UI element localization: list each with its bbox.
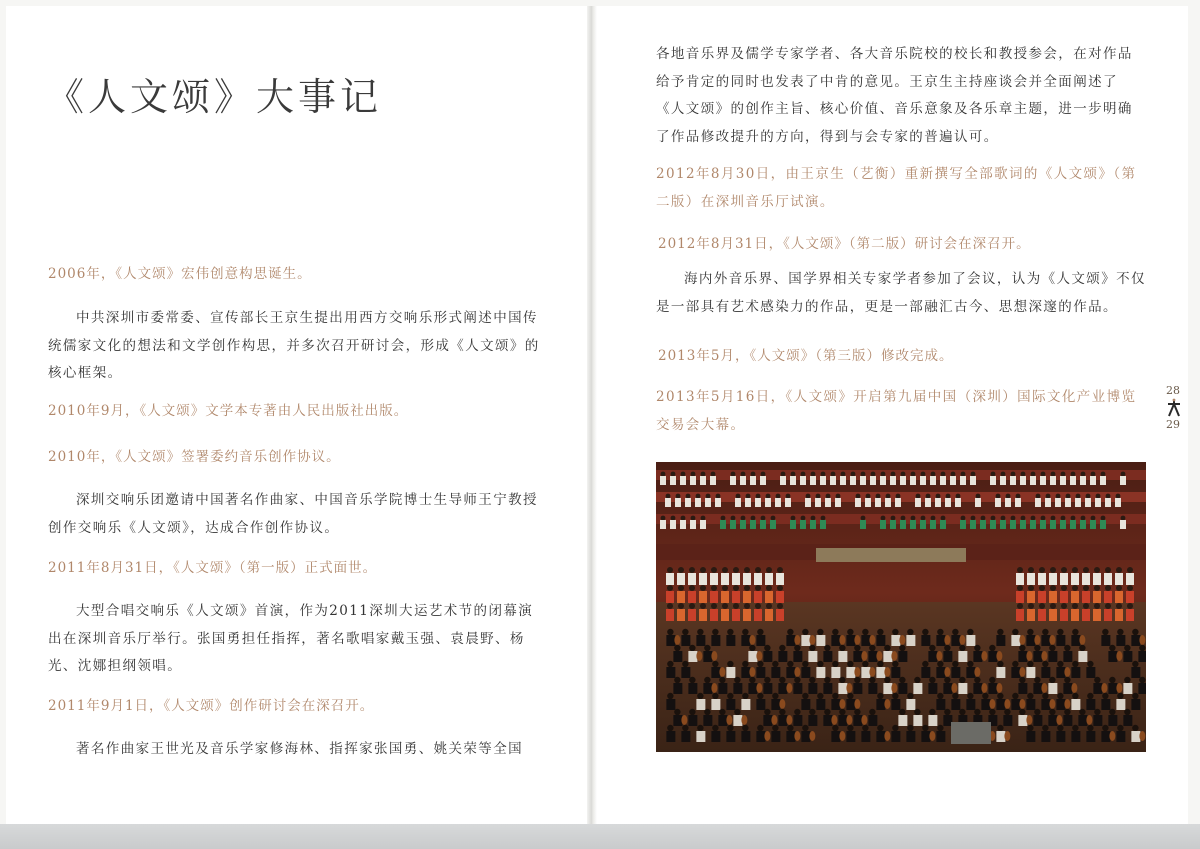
timeline-date-2012-08-31: 2012年8月31日，《人文颂》（第二版）研讨会在深召开。 — [658, 236, 1031, 252]
timeline-date-2011-09-01: 2011年9月1日，《人文颂》创作研讨会在深召开。 — [48, 698, 375, 714]
page-title: 《人文颂》大事记 — [46, 75, 383, 119]
page-number-top: 28 — [1166, 384, 1180, 397]
timeline-body-2010: 深圳交响乐团邀请中国著名作曲家、中国音乐学院博士生导师王宁教授创作交响乐《人文颂》，达成合作创作协议。 — [48, 492, 538, 536]
timeline-date-2013-05-16: 2013年5月16日，《人文颂》开启第九届中国（深圳）国际文化产业博览交易会大幕。 — [656, 389, 1137, 433]
timeline-date-2011-08-31: 2011年8月31日，《人文颂》（第一版）正式面世。 — [48, 560, 378, 576]
scan-bottom-strip — [0, 824, 1200, 849]
book-logo-icon — [1166, 398, 1182, 418]
timeline-body-2011-09-01: 著名作曲家王世光及音乐学家修海林、指挥家张国勇、姚关荣等全国 — [76, 741, 523, 757]
continuation-paragraph: 各地音乐界及儒学专家学者、各大音乐院校的校长和教授参会，在对作品给予肯定的同时也发表了中肯的意见。王京生主持座谈会并全面阐述了《人文颂》的创作主旨、核心价值、音乐意象及各乐章主题，进一步明确了作品修改提升的方向，得到与会专家的普遍认可。 — [656, 46, 1133, 145]
timeline-date-2010: 2010年，《人文颂》签署委约音乐创作协议。 — [48, 449, 341, 465]
timeline-body-2011-08-31: 大型合唱交响乐《人文颂》首演，作为2011深圳大运艺术节的闭幕演出在深圳音乐厅举行。张国勇担任指挥，著名歌唱家戴玉强、袁晨野、杨光、沈娜担纲领唱。 — [48, 603, 534, 674]
timeline-body-2012-08-31: 海内外音乐界、国学界相关专家学者参加了会议，认为《人文颂》不仅是一部具有艺术感染力的作品，更是一部融汇古今、思想深邃的作品。 — [656, 271, 1146, 315]
timeline-date-2013-05: 2013年5月，《人文颂》（第三版）修改完成。 — [658, 348, 954, 364]
concert-photo-image — [656, 462, 1146, 752]
timeline-date-2010-09: 2010年9月，《人文颂》文学本专著由人民出版社出版。 — [48, 403, 409, 419]
timeline-date-2012-08-30: 2012年8月30日，由王京生（艺衡）重新撰写全部歌词的《人文颂》（第二版）在深圳音乐厅试演。 — [656, 166, 1137, 210]
timeline-body-2006: 中共深圳市委常委、宣传部长王京生提出用西方交响乐形式阐述中国传统儒家文化的想法和文学创作构思，并多次召开研讨会，形成《人文颂》的核心框架。 — [48, 310, 540, 381]
book-gutter — [587, 6, 597, 824]
page-number-bottom: 29 — [1166, 418, 1180, 431]
concert-photo — [656, 462, 1146, 752]
timeline-date-2006: 2006年，《人文颂》宏伟创意构思诞生。 — [48, 266, 312, 282]
